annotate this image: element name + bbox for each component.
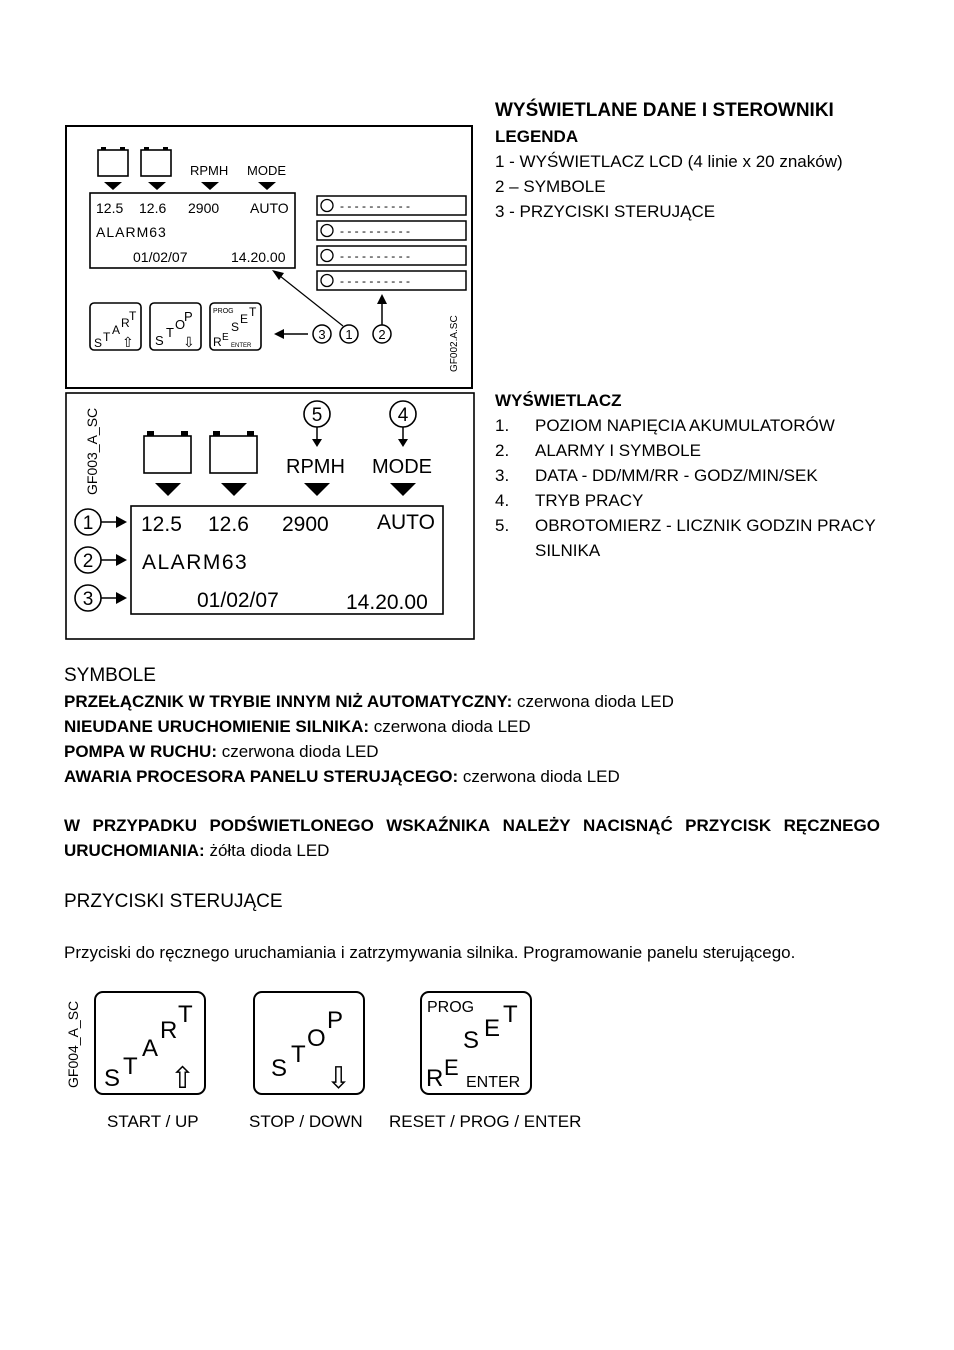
svg-text:T: T [103,330,111,344]
mode-label: MODE [372,456,432,478]
svg-text:3: 3 [82,589,94,610]
arrow-down-icon [155,483,181,496]
arrow-down-icon [304,483,330,496]
svg-text:P: P [327,1007,344,1034]
display-heading: WYŚWIETLACZ [495,391,622,410]
arrow-down-icon: ⇩ [326,1062,352,1095]
svg-text:E: E [240,312,249,326]
stop-down-label: STOP / DOWN [249,1112,363,1131]
symbols-heading: SYMBOLE [64,665,156,686]
svg-text:R: R [160,1017,178,1044]
svg-text:E: E [222,332,229,343]
svg-text:PROG: PROG [213,308,234,315]
svg-text:PROG: PROG [427,999,475,1016]
mode-label: MODE [247,163,286,178]
arrow-down-icon [398,439,408,447]
lcd-value: 12.5 [141,513,182,536]
lcd-alarm: ALARM63 [96,224,167,240]
svg-text:1: 1 [82,513,94,534]
lcd-time: 14.20.00 [231,249,286,265]
svg-text:R: R [426,1065,444,1092]
display-figure [0,0,954,660]
legend-item: 3 - PRZYCISKI STERUJĄCE [495,202,716,221]
stop-button-illustration [254,992,364,1095]
svg-text:T: T [291,1041,306,1068]
rpmh-label: RPMH [286,456,345,478]
list-item: 3. DATA - DD/MM/RR - GODZ/MIN/SEK [495,466,818,485]
symbol-row: POMPA W RUCHU: czerwona dioda LED [64,742,379,761]
svg-text:ENTER: ENTER [231,343,252,349]
lcd-date: 01/02/07 [197,589,279,612]
svg-text:⇧: ⇧ [122,334,134,350]
arrow-down-icon [221,483,247,496]
svg-text:A: A [112,323,121,337]
buttons-heading: PRZYCISKI STERUJĄCE [64,891,283,912]
battery-icon [210,431,257,473]
svg-text:ENTER: ENTER [466,1074,521,1091]
battery-icon [144,431,191,473]
arrow-down-icon [312,439,322,447]
svg-text:- - - - - - - - - -: - - - - - - - - - - [340,274,410,288]
svg-text:O: O [307,1025,326,1052]
svg-text:3: 3 [318,327,326,342]
svg-text:⇩: ⇩ [183,334,195,350]
symbol-row: PRZEŁĄCZNIK W TRYBIE INNYM NIŻ AUTOMATYCZNY: czerwona dioda LED [64,692,674,711]
svg-text:P: P [184,309,193,324]
lcd-value: 12.6 [139,200,167,216]
svg-text:S: S [231,320,240,334]
lcd-value: 12.5 [96,200,124,216]
arrow-right-icon [116,554,127,566]
list-item: 4. TRYB PRACY [495,491,644,510]
arrow-right-icon [116,516,127,528]
legend-item: 1 - WYŚWIETLACZ LCD (4 linie x 20 znaków) [495,152,843,171]
svg-text:4: 4 [397,405,409,426]
warning-line-2: URUCHOMIANIA: żółta dioda LED [64,841,330,860]
svg-text:E: E [444,1055,459,1080]
svg-text:T: T [249,305,257,319]
svg-text:- - - - - - - - - -: - - - - - - - - - - [340,224,410,238]
lcd-value: AUTO [377,511,435,534]
svg-text:- - - - - - - - - -: - - - - - - - - - - [340,249,410,263]
svg-text:S: S [155,333,164,348]
start-up-label: START / UP [107,1112,199,1131]
svg-text:T: T [123,1053,138,1080]
svg-text:E: E [484,1015,501,1042]
symbols-section [64,663,674,789]
svg-text:R: R [213,335,222,349]
list-item: SILNIKA [535,541,601,560]
legend-item: 2 – SYMBOLE [495,177,606,196]
reset-prog-enter-label: RESET / PROG / ENTER [389,1112,582,1131]
svg-text:2: 2 [378,327,386,342]
svg-text:S: S [94,336,103,350]
list-item: 1. POZIOM NAPIĘCIA AKUMULATORÓW [495,416,835,435]
arrow-right-icon [116,592,127,604]
svg-text:A: A [142,1035,159,1062]
svg-text:O: O [175,317,186,332]
start-button-illustration [95,992,205,1095]
symbol-row: NIEUDANE URUCHOMIENIE SILNIKA: czerwona dioda LED [64,717,531,736]
arrow-down-icon [390,483,416,496]
svg-text:R: R [121,316,130,330]
svg-text:5: 5 [311,405,323,426]
figure-code: GF004_A_SC [65,1000,81,1088]
lcd-value: 2900 [188,200,220,216]
symbol-row: AWARIA PROCESORA PANELU STERUJĄCEGO: czerwona dioda LED [64,767,620,786]
rpmh-label: RPMH [190,163,229,178]
svg-text:S: S [463,1027,480,1054]
reset-button-illustration [421,992,531,1094]
warning-line: W PRZYPADKU PODŚWIETLONEGO WSKAŹNIKA NALEŻY NACISNĄĆ PRZYCISK RĘCZNEGO [64,816,880,835]
svg-text:T: T [503,1001,518,1028]
lcd-alarm: ALARM63 [142,551,249,574]
section-heading: WYŚWIETLANE DANE I STEROWNIKI [495,100,834,121]
arrow-up-icon: ⇧ [170,1062,196,1095]
lcd-value: AUTO [250,200,289,216]
lcd-time: 14.20.00 [346,591,428,614]
svg-text:T: T [178,1001,193,1028]
svg-text:S: S [271,1055,288,1082]
buttons-description: Przyciski do ręcznego uruchamiania i zatrzymywania silnika. Programowanie panelu sterującego. [64,943,796,962]
list-item: 2. ALARMY I SYMBOLE [495,441,701,460]
svg-text:T: T [166,325,174,340]
svg-text:- - - - - - - - - -: - - - - - - - - - - [340,199,410,213]
svg-text:T: T [129,309,137,323]
svg-text:1: 1 [345,327,353,342]
figure-code: GF002.A.SC [449,315,460,372]
legend-subheading: LEGENDA [495,127,579,146]
list-item: 5. OBROTOMIERZ - LICZNIK GODZIN PRACY [495,516,876,535]
lcd-date: 01/02/07 [133,249,188,265]
figure-code: GF003_A_SC [84,407,100,495]
svg-text:S: S [104,1065,121,1092]
lcd-value: 12.6 [208,513,249,536]
lcd-value: 2900 [282,513,329,536]
svg-text:2: 2 [82,551,94,572]
